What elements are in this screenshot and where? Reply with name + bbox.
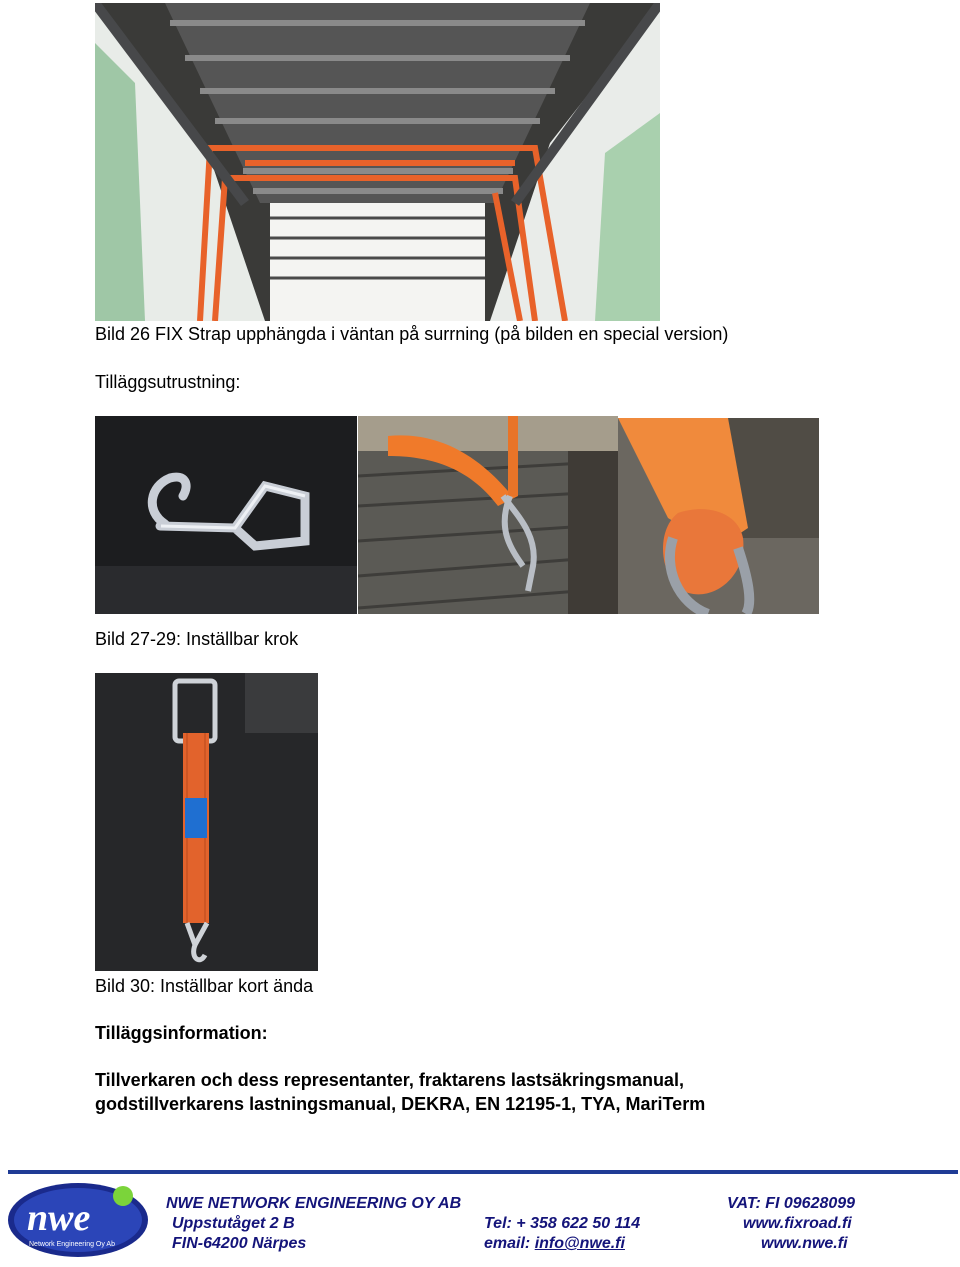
email-link[interactable]: info@nwe.fi xyxy=(534,1235,625,1252)
footer-divider xyxy=(8,1170,958,1174)
info-text-line2: godstillverkarens lastningsmanual, DEKRA, EN 12195-1, TYA, MariTerm xyxy=(95,1094,706,1114)
address-street: Uppstutåget 2 B xyxy=(172,1215,295,1232)
company-name: NWE NETWORK ENGINEERING OY AB xyxy=(166,1195,462,1212)
website-nwe[interactable]: www.nwe.fi xyxy=(761,1235,848,1252)
website-fixroad[interactable]: www.fixroad.fi xyxy=(743,1215,852,1232)
figure-26-caption: Bild 26 FIX Strap upphängda i väntan på surrning (på bilden en special version) xyxy=(95,324,729,344)
logo-text: nwe xyxy=(27,1197,91,1239)
logo-subtext: Network Engineering Oy Ab xyxy=(29,1241,115,1248)
email-line xyxy=(484,1235,625,1253)
hook-closeup-photo xyxy=(618,418,819,614)
address-city: FIN-64200 Närpes xyxy=(172,1235,307,1252)
hook-on-trailer-photo xyxy=(358,416,618,614)
accessories-heading: Tilläggsutrustning: xyxy=(95,372,241,392)
hook-photo xyxy=(95,416,357,614)
email-label: email: xyxy=(484,1235,535,1252)
trailer-interior-photo xyxy=(95,3,660,321)
vat-number: VAT: FI 09628099 xyxy=(727,1195,856,1212)
figure-27-29-caption: Bild 27-29: Inställbar krok xyxy=(95,629,299,649)
additional-info-heading: Tilläggsinformation: xyxy=(95,1023,268,1043)
info-text-line1: Tillverkaren och dess representanter, fraktarens lastsäkringsmanual, xyxy=(95,1070,684,1090)
telephone: Tel: + 358 622 50 114 xyxy=(484,1215,641,1232)
short-end-strap-photo xyxy=(95,673,318,971)
nwe-logo xyxy=(5,1180,155,1260)
figure-30-caption: Bild 30: Inställbar kort ända xyxy=(95,976,314,996)
